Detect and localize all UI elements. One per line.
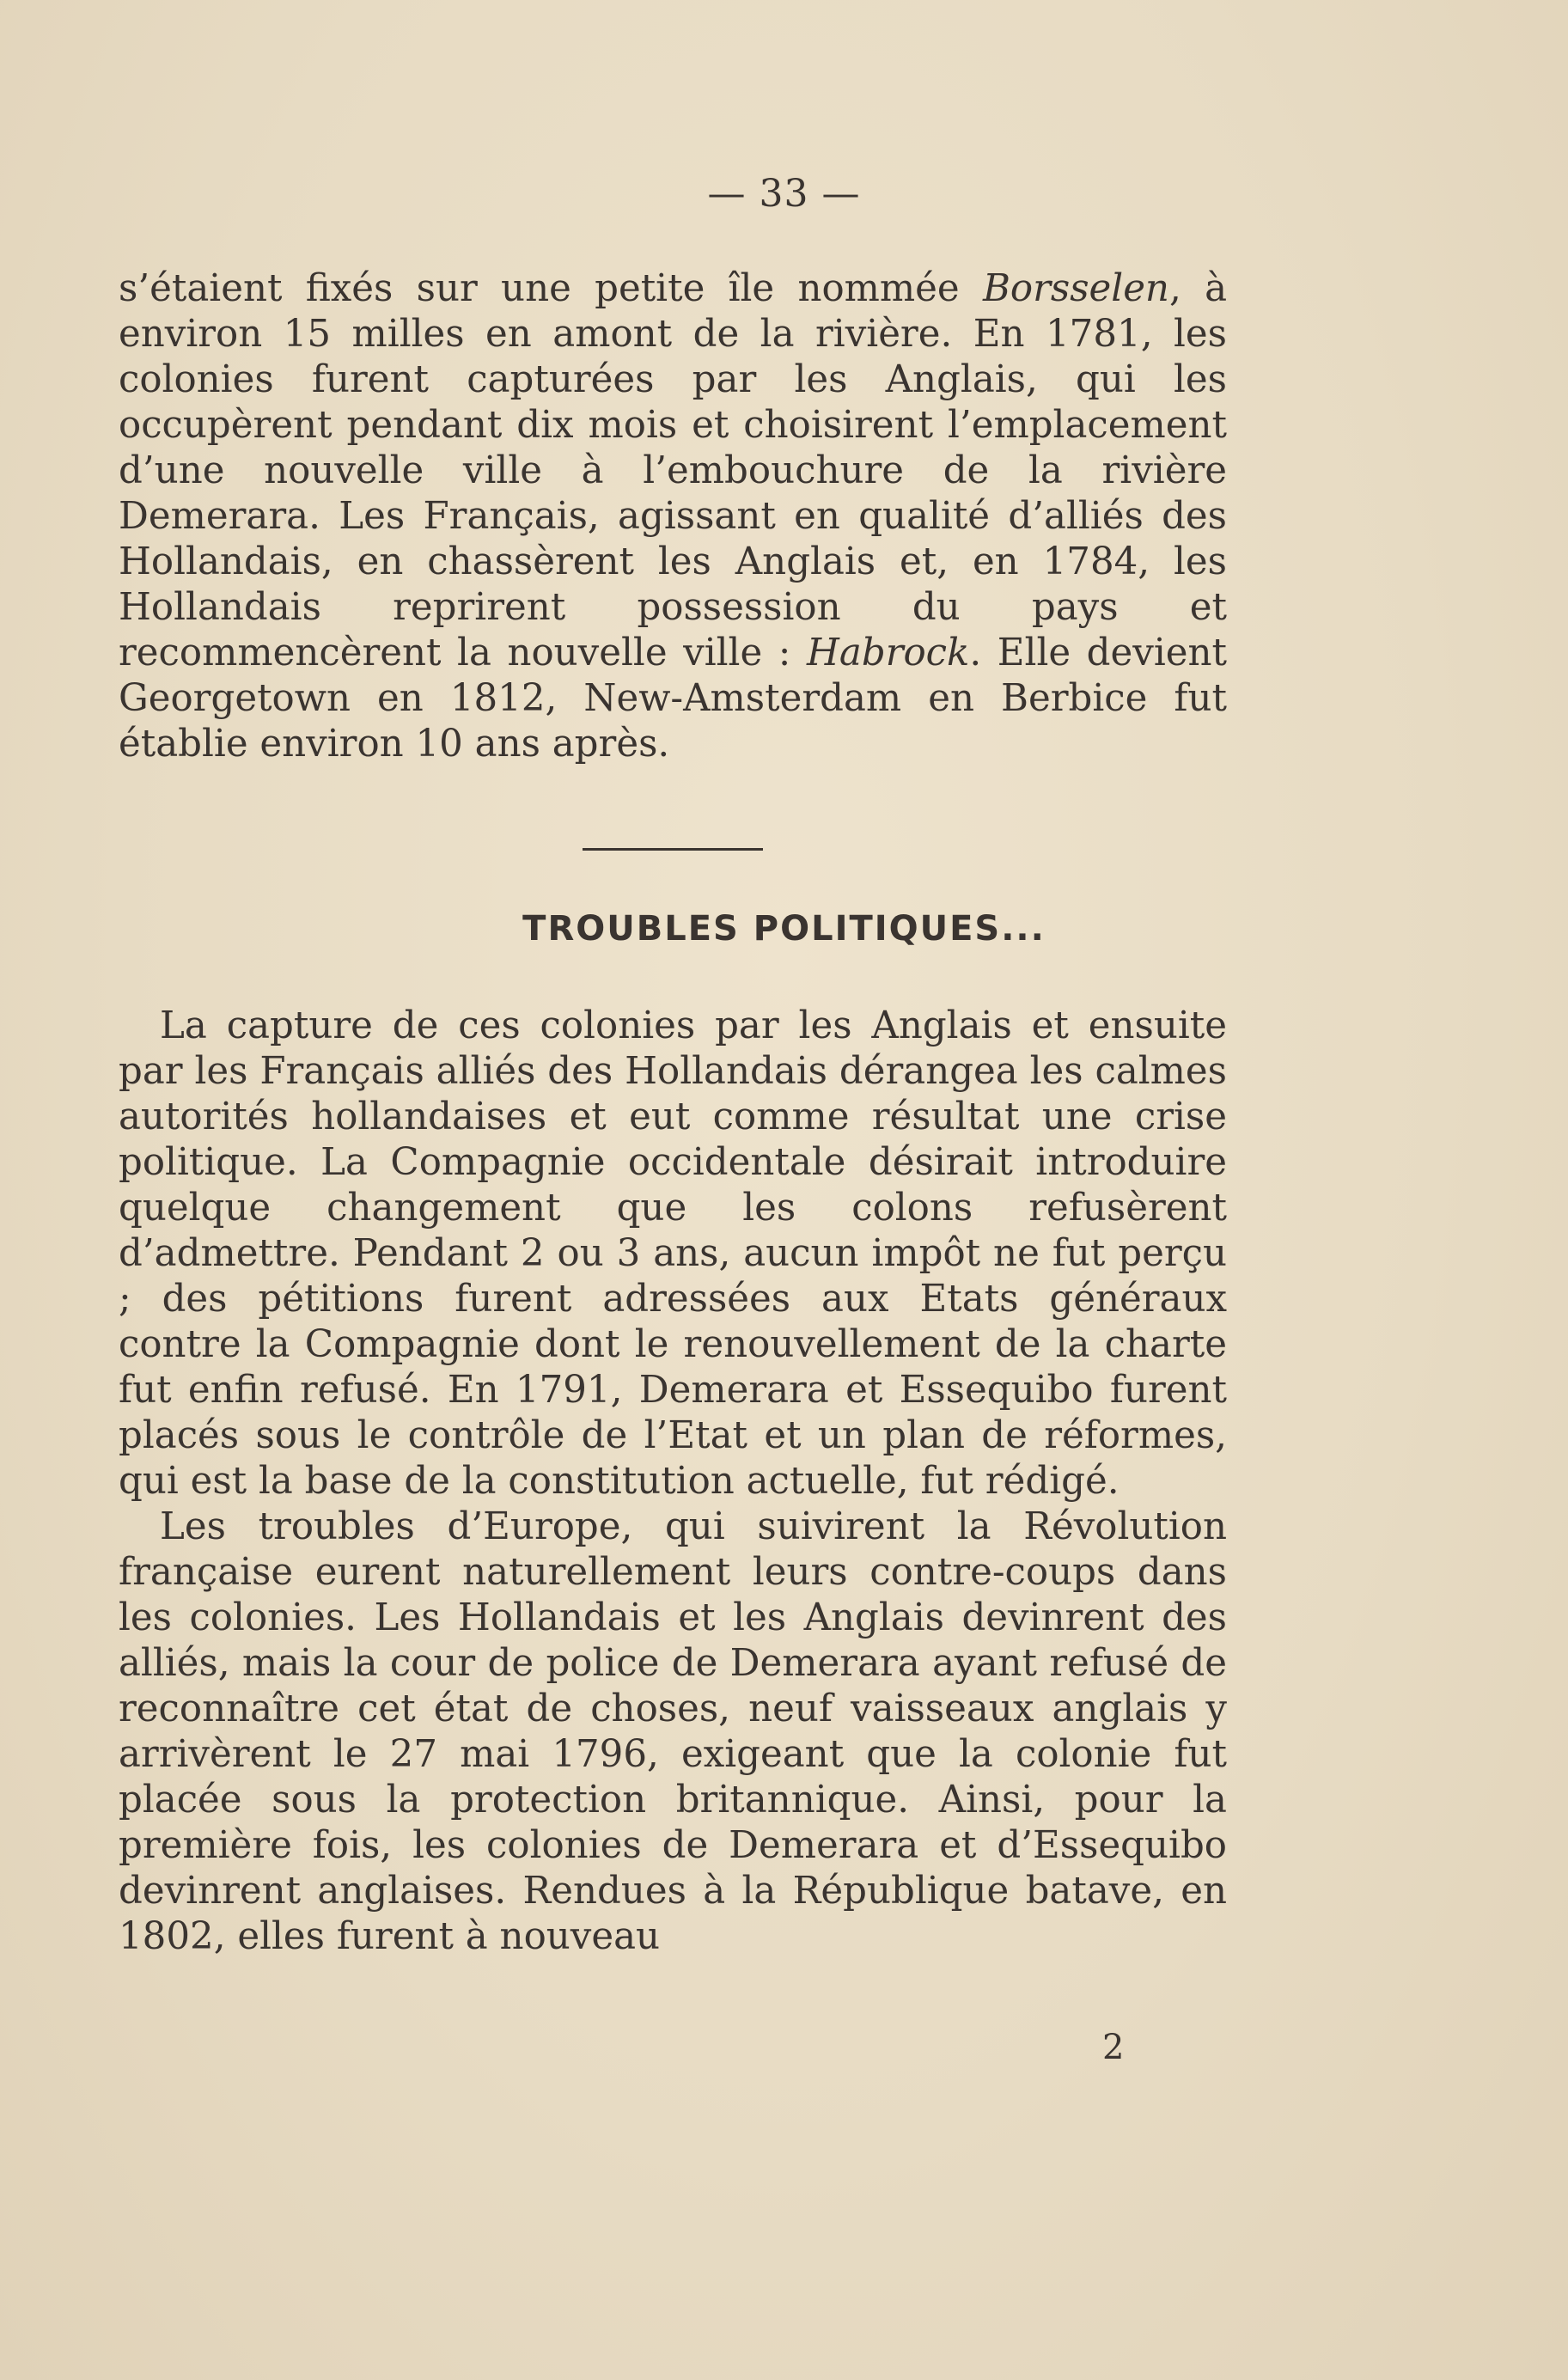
intro-text-part-3: . Elle devient Georgetown en 1812, New-Amsterdam en Berbice fut établie environ 10 ans après. bbox=[119, 632, 1227, 766]
printer-signature-mark: 2 bbox=[1102, 2028, 1125, 2067]
section-divider bbox=[583, 848, 763, 851]
section-title: TROUBLES POLITIQUES... bbox=[522, 909, 1046, 949]
section-paragraph-2: Les troubles d’Europe, qui suivirent la Révolution française eurent naturellement leurs contre-coups dans les colonies. Les Hollandais et les Anglais devinrent des alliés, mais la cour de police de Demerara ayant refusé de reconnaître cet état de choses, neuf vaisseaux anglais y arrivèrent le 27 mai 1796, exigeant que la colonie fut placée sous la protection britannique. Ainsi, pour la première fois, les colonies de Demerara et d’Essequibo devinrent anglaises. Rendues à la République batave, en 1802, elles furent à nouveau bbox=[119, 1505, 1227, 1958]
section-body bbox=[119, 1004, 1227, 1960]
intro-paragraph bbox=[119, 266, 1227, 767]
intro-text-part-1: s’étaient fixés sur une petite île nommée bbox=[119, 267, 983, 310]
place-name-habrock: Habrock bbox=[806, 632, 970, 674]
intro-text bbox=[119, 266, 1227, 767]
page-number: — 33 — bbox=[707, 172, 861, 216]
place-name-borsselen: Borsselen bbox=[982, 267, 1169, 310]
intro-text-part-2: , à environ 15 milles en amont de la rivière. En 1781, les colonies furent capturées par les Anglais, qui les occupèrent pendant dix mois et choisirent l’emplacement d’une nouvelle ville à l’embouchure de la rivière Demerara. Les Français, agissant en qualité d’alliés des Hollandais, en chassèrent les Anglais et, en 1784, les Hollandais reprirent possession du pays et recommencèrent la nouvelle ville : bbox=[119, 267, 1227, 674]
section-paragraph-1: La capture de ces colonies par les Anglais et ensuite par les Français alliés des Hollandais dérangea les calmes autorités hollandaises et eut comme résultat une crise politique. La Compagnie occidentale désirait introduire quelque changement que les colons refusèrent d’admettre. Pendant 2 ou 3 ans, aucun impôt ne fut perçu ; des pétitions furent adressées aux Etats généraux contre la Compagnie dont le renouvellement de la charte fut enfin refusé. En 1791, Demerara et Essequibo furent placés sous le contrôle de l’Etat et un plan de réformes, qui est la base de la constitution actuelle, fut rédigé. bbox=[119, 1004, 1227, 1503]
